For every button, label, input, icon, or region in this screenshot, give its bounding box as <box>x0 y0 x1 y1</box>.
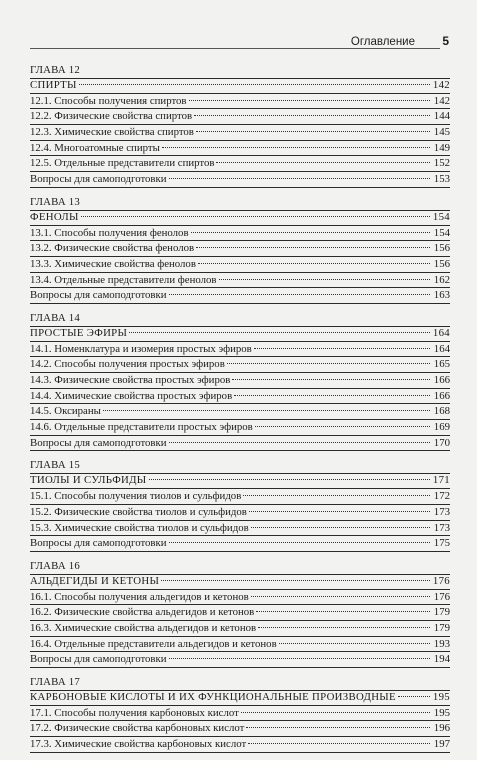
dot-leader <box>196 131 430 132</box>
toc-entry[interactable] <box>30 706 450 722</box>
dot-leader <box>162 147 430 148</box>
dot-leader <box>398 696 430 697</box>
toc-entry[interactable] <box>30 652 450 668</box>
toc-entry-page: 173 <box>433 505 450 518</box>
dot-leader <box>169 178 430 179</box>
dot-leader <box>169 442 430 443</box>
toc-entry-text: 16.3. Химические свойства альдегидов и кетонов <box>30 621 257 634</box>
toc-entry-text: 16.4. Отдельные представители альдегидов и кетонов <box>30 637 277 650</box>
toc-entry-text: 15.3. Химические свойства тиолов и сульфидов <box>30 521 249 534</box>
toc-entry[interactable] <box>30 226 450 242</box>
chapter-title-entry-page: 142 <box>432 79 450 91</box>
chapter-title-entry[interactable] <box>30 574 450 590</box>
chapter-title-entry-page: 171 <box>432 474 450 487</box>
toc-entry[interactable] <box>30 436 450 452</box>
chapter-title-entry-text: КАРБОНОВЫЕ КИСЛОТЫ И ИХ ФУНКЦИОНАЛЬНЫЕ ПРОИЗВОДНЫЕ <box>30 691 396 703</box>
toc-entry-text: 13.2. Физические свойства фенолов <box>30 242 195 255</box>
toc-entry[interactable] <box>30 257 450 273</box>
toc-entry-page: 195 <box>433 706 450 719</box>
chapter-title-entry[interactable] <box>30 210 450 226</box>
toc-entry-page: 144 <box>433 110 450 123</box>
toc-entry-page: 153 <box>433 173 450 186</box>
dot-leader <box>249 511 430 512</box>
toc-entry-text: 17.3. Химические свойства карбоновых кислот <box>30 738 247 751</box>
toc-entry-text: 13.4. Отдельные представители фенолов <box>30 273 217 286</box>
toc-entry[interactable] <box>30 288 450 304</box>
toc-entry-page: 152 <box>433 157 450 170</box>
chapter-section <box>30 63 450 188</box>
chapter-title-entry[interactable] <box>30 326 450 342</box>
dot-leader <box>256 611 430 612</box>
toc-entry-page: 156 <box>433 257 450 270</box>
dot-leader <box>255 426 430 427</box>
dot-leader <box>196 247 430 248</box>
toc-entry[interactable] <box>30 621 450 637</box>
chapter-title-entry-text: ТИОЛЫ И СУЛЬФИДЫ <box>30 474 147 487</box>
dot-leader <box>169 294 430 295</box>
chapter-section <box>30 458 450 551</box>
dot-leader <box>227 363 430 364</box>
toc-entry[interactable] <box>30 737 450 753</box>
toc-entry-text: 13.3. Химические свойства фенолов <box>30 257 196 270</box>
toc-entry-text: 13.1. Способы получения фенолов <box>30 226 189 239</box>
toc-entry[interactable] <box>30 590 450 606</box>
chapter-title-entry-page: 154 <box>432 210 450 223</box>
dot-leader <box>248 743 430 744</box>
toc-entry-page: 142 <box>433 94 450 107</box>
toc-entry[interactable] <box>30 141 450 157</box>
toc-entry-text: 14.6. Отдельные представители простых эфиров <box>30 421 253 434</box>
dot-leader <box>254 348 430 349</box>
toc-entry-page: 193 <box>433 637 450 650</box>
dot-leader <box>219 279 431 280</box>
chapter-label: ГЛАВА 13 <box>30 195 80 208</box>
chapter-section <box>30 675 450 753</box>
toc-entry-text: 15.2. Физические свойства тиолов и сульфидов <box>30 505 247 518</box>
toc-entry[interactable] <box>30 521 450 537</box>
toc-entry-text: 14.3. Физические свойства простых эфиров <box>30 374 231 386</box>
toc-entry-text: 15.1. Способы получения тиолов и сульфидов <box>30 490 242 503</box>
toc-entry-page: 168 <box>433 405 450 418</box>
toc-entry-text: 14.2. Способы получения простых эфиров <box>30 358 225 371</box>
toc-entry[interactable] <box>30 172 450 188</box>
toc-entry-text: 12.4. Многоатомные спирты <box>30 141 160 154</box>
chapter-title-entry-text: АЛЬДЕГИДЫ И КЕТОНЫ <box>30 574 160 587</box>
dot-leader <box>198 263 430 264</box>
dot-leader <box>149 479 430 480</box>
toc-entry[interactable] <box>30 721 450 737</box>
dot-leader <box>169 542 430 543</box>
chapter-section <box>30 559 450 668</box>
toc-entry-page: 162 <box>433 273 450 286</box>
toc-entry[interactable] <box>30 489 450 505</box>
toc-entry-page: 154 <box>433 226 450 239</box>
toc-entry-page: 170 <box>433 436 450 449</box>
toc-entry-text: 14.1. Номенклатура и изомерия простых эфиров <box>30 342 252 355</box>
toc-entry[interactable] <box>30 389 450 405</box>
dot-leader <box>81 216 430 217</box>
dot-leader <box>232 379 430 380</box>
toc-entry-text: 12.5. Отдельные представители спиртов <box>30 157 215 170</box>
toc-entry-page: 196 <box>433 722 450 735</box>
toc-entry-page: 175 <box>433 537 450 550</box>
toc-entry-page: 179 <box>433 606 450 619</box>
dot-leader <box>243 495 430 496</box>
toc-entry[interactable] <box>30 94 450 110</box>
chapter-title-entry-text: СПИРТЫ <box>30 79 77 91</box>
running-head-title: Оглавление <box>350 36 415 48</box>
toc-entry-text: Вопросы для самоподготовки <box>30 653 167 666</box>
toc-entry[interactable] <box>30 505 450 521</box>
dot-leader <box>194 115 430 116</box>
chapter-label: ГЛАВА 15 <box>30 459 80 472</box>
chapter-label: ГЛАВА 17 <box>30 676 80 688</box>
dot-leader <box>251 527 430 528</box>
dot-leader <box>234 395 430 396</box>
dot-leader <box>258 627 430 628</box>
toc-entry-page: 149 <box>433 141 450 154</box>
toc-entry[interactable] <box>30 156 450 172</box>
dot-leader <box>103 410 430 411</box>
dot-leader <box>241 712 430 713</box>
toc-entry-text: Вопросы для самоподготовки <box>30 537 167 550</box>
chapter-label: ГЛАВА 16 <box>30 559 80 572</box>
toc-entry-text: 16.2. Физические свойства альдегидов и кетонов <box>30 606 255 619</box>
toc-entry-text: 12.1. Способы получения спиртов <box>30 94 187 107</box>
table-of-contents <box>30 63 450 760</box>
dot-leader <box>161 580 430 581</box>
dot-leader <box>169 658 430 659</box>
toc-entry[interactable] <box>30 605 450 621</box>
chapter-title-entry-text: ПРОСТЫЕ ЭФИРЫ <box>30 326 128 339</box>
chapter-title-entry-page: 176 <box>432 574 450 587</box>
toc-entry-page: 166 <box>433 389 450 402</box>
toc-entry-text: Вопросы для самоподготовки <box>30 289 167 302</box>
page-header <box>0 0 477 58</box>
toc-entry-page: 169 <box>433 421 450 434</box>
toc-entry-page: 179 <box>433 621 450 634</box>
toc-entry-text: 14.4. Химические свойства простых эфиров <box>30 389 233 402</box>
dot-leader <box>79 84 430 85</box>
toc-entry-text: 12.3. Химические свойства спиртов <box>30 126 194 139</box>
toc-entry-page: 165 <box>433 358 450 371</box>
dot-leader <box>189 100 430 101</box>
toc-entry-page: 176 <box>433 590 450 603</box>
chapter-title-entry[interactable] <box>30 78 450 94</box>
dot-leader <box>246 727 430 728</box>
dot-leader <box>279 643 430 644</box>
chapter-title-entry[interactable] <box>30 690 450 706</box>
toc-entry[interactable] <box>30 342 450 358</box>
toc-entry[interactable] <box>30 373 450 389</box>
toc-entry-text: Вопросы для самоподготовки <box>30 173 167 186</box>
toc-entry[interactable] <box>30 637 450 653</box>
toc-entry-page: 166 <box>433 374 450 386</box>
dot-leader <box>216 162 430 163</box>
toc-entry-page: 173 <box>433 521 450 534</box>
toc-entry-page: 163 <box>433 289 450 302</box>
page-number: 5 <box>442 34 449 48</box>
toc-entry-text: Вопросы для самоподготовки <box>30 436 167 449</box>
toc-entry-text: 17.1. Способы получения карбоновых кислот <box>30 706 239 719</box>
toc-entry-page: 197 <box>433 738 450 751</box>
toc-entry[interactable] <box>30 536 450 552</box>
chapter-title-entry-page: 164 <box>432 326 450 339</box>
toc-entry-text: 17.2. Физические свойства карбоновых кислот <box>30 722 245 735</box>
toc-entry[interactable] <box>30 125 450 141</box>
toc-entry[interactable] <box>30 109 450 125</box>
toc-entry[interactable] <box>30 420 450 436</box>
dot-leader <box>129 332 430 333</box>
chapter-title-entry-page: 195 <box>432 691 450 703</box>
chapter-label: ГЛАВА 14 <box>30 311 80 324</box>
toc-entry[interactable] <box>30 404 450 420</box>
toc-entry[interactable] <box>30 357 450 373</box>
chapter-section <box>30 311 450 452</box>
dot-leader <box>251 596 430 597</box>
toc-entry-page: 145 <box>433 126 450 139</box>
toc-entry-text: 14.5. Оксираны <box>30 405 101 418</box>
chapter-title-entry-text: ФЕНОЛЫ <box>30 210 79 223</box>
toc-entry-page: 164 <box>433 342 450 355</box>
toc-entry-page: 156 <box>433 242 450 255</box>
chapter-label: ГЛАВА 12 <box>30 64 80 76</box>
chapter-section <box>30 195 450 304</box>
toc-entry-page: 194 <box>433 653 450 666</box>
toc-entry-text: 12.2. Физические свойства спиртов <box>30 110 193 123</box>
toc-entry[interactable] <box>30 273 450 289</box>
chapter-title-entry[interactable] <box>30 473 450 489</box>
header-rule <box>30 48 440 49</box>
dot-leader <box>191 232 430 233</box>
toc-entry-page: 172 <box>433 490 450 503</box>
toc-entry[interactable] <box>30 241 450 257</box>
toc-entry-text: 16.1. Способы получения альдегидов и кетонов <box>30 590 249 603</box>
